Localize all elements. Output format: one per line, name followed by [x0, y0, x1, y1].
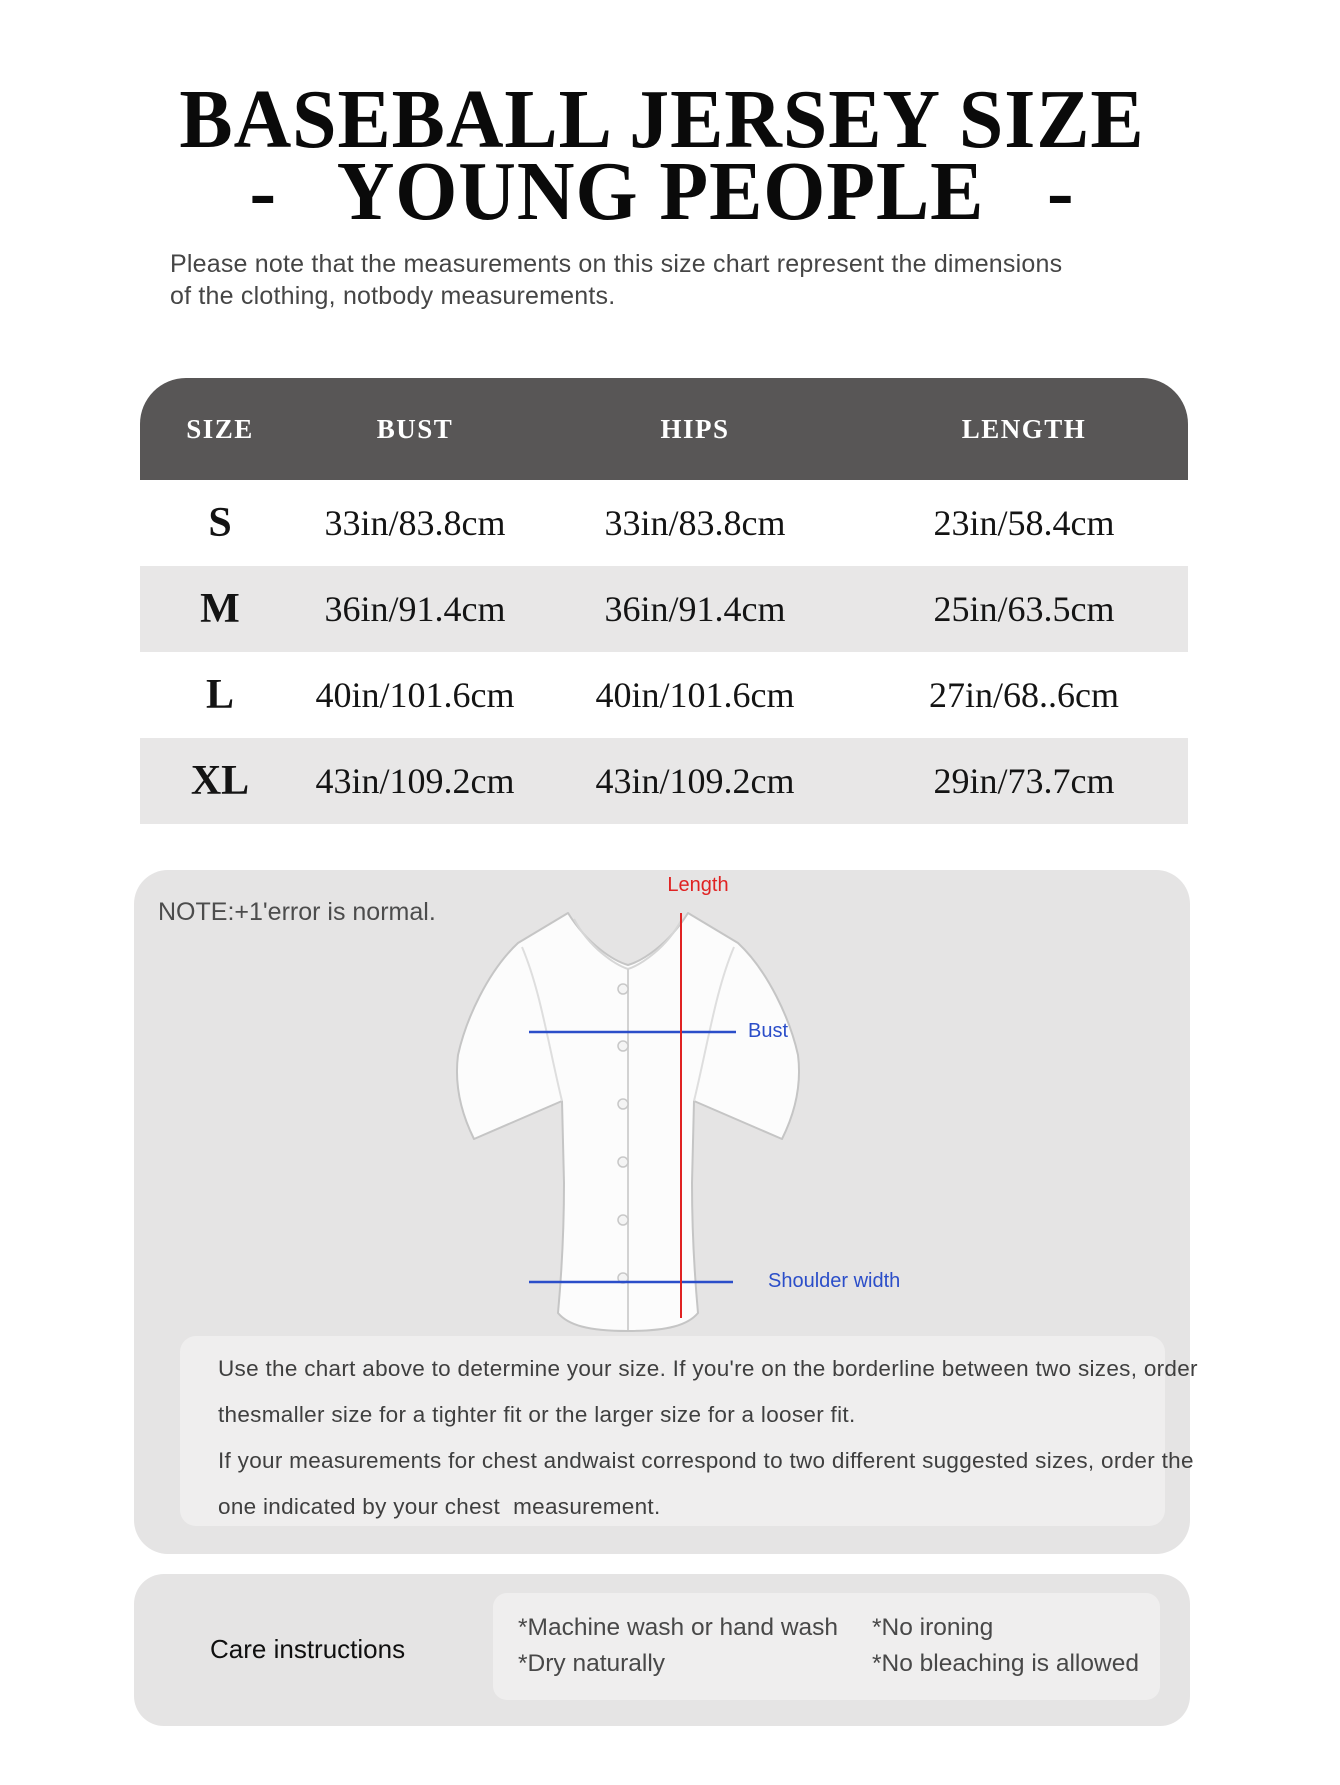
bust-cell: 40in/101.6cm	[315, 675, 515, 715]
bust-cell: 36in/91.4cm	[324, 589, 506, 629]
size-chart-table	[140, 378, 1188, 824]
shoulder-line-label: Shoulder width	[768, 1270, 901, 1292]
length-cell: 29in/73.7cm	[933, 761, 1115, 801]
length-cell: 25in/63.5cm	[933, 589, 1115, 629]
care-instructions-label: Care instructions	[210, 1634, 406, 1664]
hips-cell: 33in/83.8cm	[604, 503, 786, 543]
length-cell: 27in/68..6cm	[929, 675, 1119, 715]
hips-cell: 36in/91.4cm	[604, 589, 786, 629]
intro-note	[170, 248, 1062, 312]
table-row	[140, 566, 1188, 652]
care-items-right	[872, 1610, 1139, 1682]
table-row	[140, 738, 1188, 824]
intro-note-line-1: Please note that the measurements on this size chart represent the dimensions	[170, 250, 1063, 278]
hips-cell: 40in/101.6cm	[595, 675, 795, 715]
length-line-label: Length	[667, 874, 729, 896]
care-item: *Dry naturally	[518, 1650, 666, 1677]
bust-cell: 33in/83.8cm	[324, 503, 506, 543]
column-header-bust: BUST	[376, 413, 454, 444]
size-cell: L	[205, 672, 234, 718]
fit-advice-box	[180, 1336, 1198, 1526]
column-header-length: LENGTH	[961, 413, 1087, 444]
column-header-hips: HIPS	[660, 413, 730, 444]
bust-cell: 43in/109.2cm	[315, 761, 515, 801]
size-cell: XL	[190, 758, 250, 804]
fit-advice-line-2: thesmaller size for a tighter fit or the larger size for a looser fit.	[218, 1402, 856, 1427]
hips-cell: 43in/109.2cm	[595, 761, 795, 801]
fit-advice-line-3: If your measurements for chest andwaist correspond to two different suggested sizes, order the	[218, 1448, 1194, 1473]
intro-note-line-2: of the clothing, notbody measurements.	[170, 282, 616, 310]
care-item: *Machine wash or hand wash	[518, 1614, 839, 1641]
care-item: *No ironing	[872, 1614, 994, 1641]
table-row	[140, 652, 1188, 738]
care-item: *No bleaching is allowed	[872, 1650, 1139, 1677]
size-chart-header-row	[140, 378, 1188, 480]
fit-advice-line-1: Use the chart above to determine your size. If you're on the borderline between two sizes, order	[218, 1356, 1198, 1381]
table-row	[140, 480, 1188, 566]
care-items-left	[518, 1610, 838, 1682]
size-cell: M	[200, 586, 240, 632]
error-note: NOTE:+1'error is normal.	[158, 898, 436, 926]
size-cell: S	[208, 500, 232, 546]
column-header-size: SIZE	[186, 413, 254, 444]
length-cell: 23in/58.4cm	[933, 503, 1115, 543]
page-title	[136, 73, 1188, 238]
fit-advice-line-4: one indicated by your chest measurement.	[218, 1494, 661, 1519]
page-title-line-1: BASEBALL JERSEY SIZE	[179, 73, 1145, 166]
bust-line-label: Bust	[748, 1020, 789, 1042]
page-title-line-2: - YOUNG PEOPLE -	[249, 145, 1075, 238]
